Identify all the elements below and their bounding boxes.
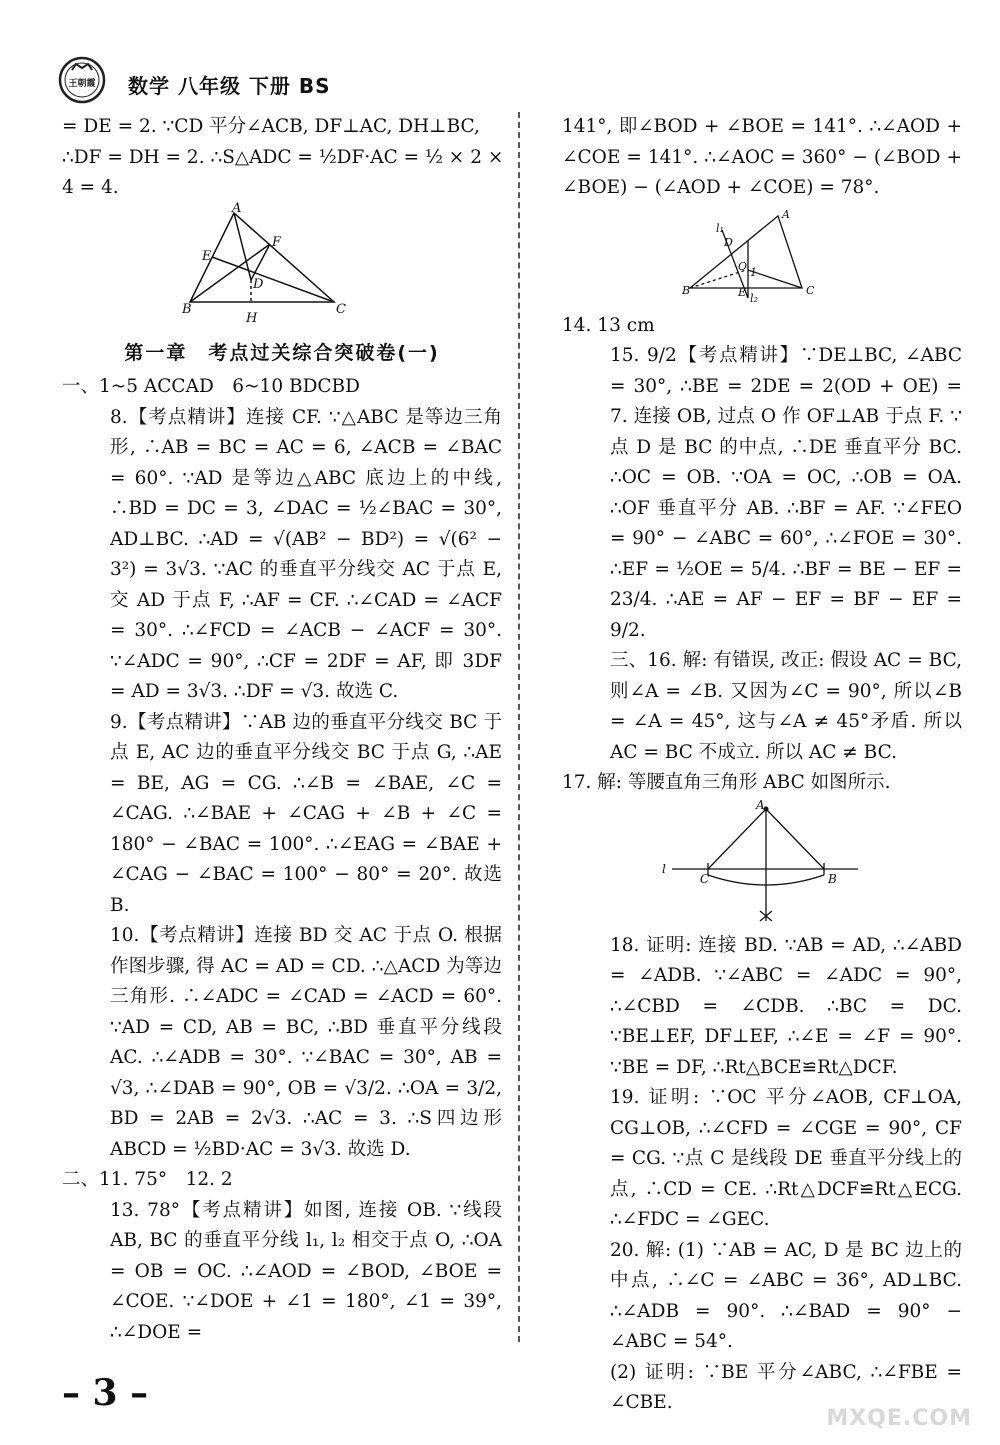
answer-q13-continued: 141°, 即∠BOD + ∠BOE = 141°. ∴∠AOD + ∠COE = 141°. ∴∠AOC = 360° − (∠BOD + ∠BOE) − (∠AOD + ∠COE) = 78°. — [562, 116, 962, 198]
fig1-label-d: D — [253, 276, 264, 292]
intro-line-2: ∴DF = DH = 2. ∴S△ADC = ½DF·AC = ½ × 2 × — [62, 146, 504, 168]
figure-isosceles-right-triangle — [662, 797, 862, 925]
watermark-text: MXQE.COM — [826, 1406, 972, 1431]
fig3-label-a: A — [756, 797, 765, 812]
publisher-logo-icon — [58, 56, 106, 104]
fig2-label-l1: l₁ — [716, 221, 724, 235]
fig2-label-a: A — [782, 207, 790, 221]
answer-q14: 14. 13 cm — [562, 314, 655, 336]
answer-q15: 15. 9/2【考点精讲】∵DE⊥BC, ∠ABC = 30°, ∴BE = 2DE = 2(OD + OE) = 7. 连接 OB, 过点 O 作 OF⊥AB 于点 F. ∵点 D 是 BC 的中点, ∴DE 垂直平分 BC. ∴OC = OB. ∵OA = OC, ∴OB = OA. ∴OF 垂直平分 AB. ∴BF = AF. ∵∠FEO = 90° − ∠ABC = 60°, ∴∠FOE = 30°. ∴EF = ½OE = 5/4. ∴BF = BE − EF = 23/4. ∴AE = AF − EF = BF − EF = 9/2. — [610, 345, 962, 641]
fig3-label-b: B — [828, 871, 837, 886]
fig1-label-f: F — [272, 234, 282, 250]
answer-q19: 19. 证明: ∵OC 平分∠AOB, CF⊥OA, CG⊥OB, ∴∠CFD = ∠CGE = 90°, CF = CG. ∵点 C 是线段 DE 垂直平分线上的点, ∴CD = CE. ∴Rt△DCF≌Rt△ECG. ∴∠FDC = ∠GEC. — [610, 1087, 962, 1230]
answer-q17: 17. 解: 等腰直角三角形 ABC 如图所示. — [562, 772, 891, 793]
answer-q8: 8.【考点精讲】连接 CF. ∵△ABC 是等边三角形, ∴AB = BC = AC = 6, ∠ACB = ∠BAC = 60°. ∵AD 是等边△ABC 底边上的中线, ∴BD = DC = 3, ∠DAC = ½∠BAC = 30°, AD⊥BC. ∴AD = √(AB² − BD²) = √(6² − 3²) = 3√3. ∵AC 的垂直平分线交 AC 于点 E, 交 AD 于点 F, ∴AF = CF. ∴∠CAD = ∠ACF = 30°. ∴∠FCD = ∠ACB − ∠ACF = 30°. ∵∠ADC = 90°, ∴CF = 2DF = AF, 即 3DF = AD = 3√3. ∴DF = √3. 故选 C. — [110, 406, 502, 702]
fig3-label-c: C — [700, 871, 710, 886]
page-number-value: 3 — [92, 1372, 118, 1414]
figure-triangle-abc — [182, 200, 382, 330]
right-column — [562, 112, 962, 1419]
answer-q13: 13. 78°【考点精讲】如图, 连接 OB. ∵线段 AB, BC 的垂直平分线 l₁, l₂ 相交于点 O, ∴OA = OB = OC. ∴∠AOD = ∠BOD, ∠BOE = ∠COE. ∵∠DOE + ∠1 = 180°, ∠1 = 39°, ∴∠DOE = — [110, 1199, 502, 1343]
column-divider — [518, 112, 520, 1342]
fig1-label-e: E — [202, 248, 212, 264]
fig3-label-l: l — [662, 861, 666, 876]
answer-q16: 三、16. 解: 有错误, 改正: 假设 AC = BC, 则∠A = ∠B. 又因为∠C = 90°, 所以∠B = ∠A = 45°, 这与∠A ≠ 45°矛盾. 所以 AC = BC 不成立. 所以 AC ≠ BC. — [610, 650, 962, 763]
fig2-label-o: O — [738, 259, 748, 273]
answer-choice-1-10: 一、1~5 ACCAD 6~10 BDCBD — [62, 376, 360, 397]
page-number: – 3 – — [62, 1372, 149, 1414]
answer-q18: 18. 证明: 连接 BD. ∵AB = AD, ∴∠ABD = ∠ADB. ∵∠ABC = ∠ADC = 90°, ∴∠CBD = ∠CDB. ∴BC = DC. ∵BE⊥EF, DF⊥EF, ∴∠E = ∠F = 90°. ∵BE = DF, ∴Rt△BCE≌Rt△DCF. — [610, 934, 962, 1078]
answer-q20-part2: (2) 证明: ∵BE 平分∠ABC, ∴∠FBE = ∠CBE. — [610, 1361, 962, 1413]
fig2-label-1: 1 — [750, 265, 757, 279]
fig1-label-b: B — [182, 301, 192, 317]
fig2-label-d: D — [724, 235, 733, 249]
intro-line-1: = DE = 2. ∵CD 平分∠ACB, DF⊥AC, DH⊥BC, — [62, 116, 480, 137]
answer-q11-12: 二、11. 75° 12. 2 — [62, 1169, 233, 1190]
answer-q20-part1: 20. 解: (1) ∵AB = AC, D 是 BC 边上的中点, ∴∠C = ∠ABC = 36°, AD⊥BC. ∴∠ADB = 90°. ∴∠BAD = 90° − ∠ABC = 54°. — [610, 1239, 962, 1352]
fig1-label-h: H — [246, 310, 258, 326]
book-title: 数学 八年级 下册 BS — [128, 74, 331, 98]
fig1-label-c: C — [336, 301, 346, 317]
fig2-label-l2: l₂ — [750, 291, 758, 305]
fig2-label-c: C — [806, 283, 815, 297]
fig2-label-b: B — [682, 283, 691, 297]
fig1-label-a: A — [232, 200, 242, 216]
fig2-label-e: E — [738, 285, 747, 299]
left-column — [62, 112, 502, 1348]
answer-q10: 10.【考点精讲】连接 BD 交 AC 于点 O. 根据作图步骤, 得 AC = AD = CD. ∴△ACD 为等边三角形. ∴∠ADC = ∠CAD = ∠ACD = 60°. ∵AD = CD, AB = BC, ∴BD 垂直平分线段 AC. ∴∠ADB = 30°. ∵∠BAC = 30°, AB = √3, ∴∠DAB = 90°, OB = √3/2. ∴OA = 3/2, BD = 2AB = 2√3. ∴AC = 3. ∴S四边形ABCD = ½BD·AC = 3√3. 故选 D. — [110, 925, 502, 1160]
figure-perpendicular-bisectors — [682, 207, 842, 305]
chapter-title: 第一章 考点过关综合突破卷(一) — [124, 341, 440, 364]
intro-line-3: 4 = 4. — [62, 177, 119, 198]
answer-q9: 9.【考点精讲】∵AB 边的垂直平分线交 BC 于点 E, AC 边的垂直平分线交 BC 于点 G, ∴AE = BE, AG = CG. ∴∠B = ∠BAE, ∠C = ∠CAG. ∴∠BAE + ∠CAG + ∠B + ∠C = 180° − ∠BAC = 100°. ∴∠EAG = ∠BAE + ∠CAG − ∠BAC = 100° − 80° = 20°. 故选 B. — [110, 711, 502, 916]
logo-text: 王朝霞 — [68, 79, 96, 89]
